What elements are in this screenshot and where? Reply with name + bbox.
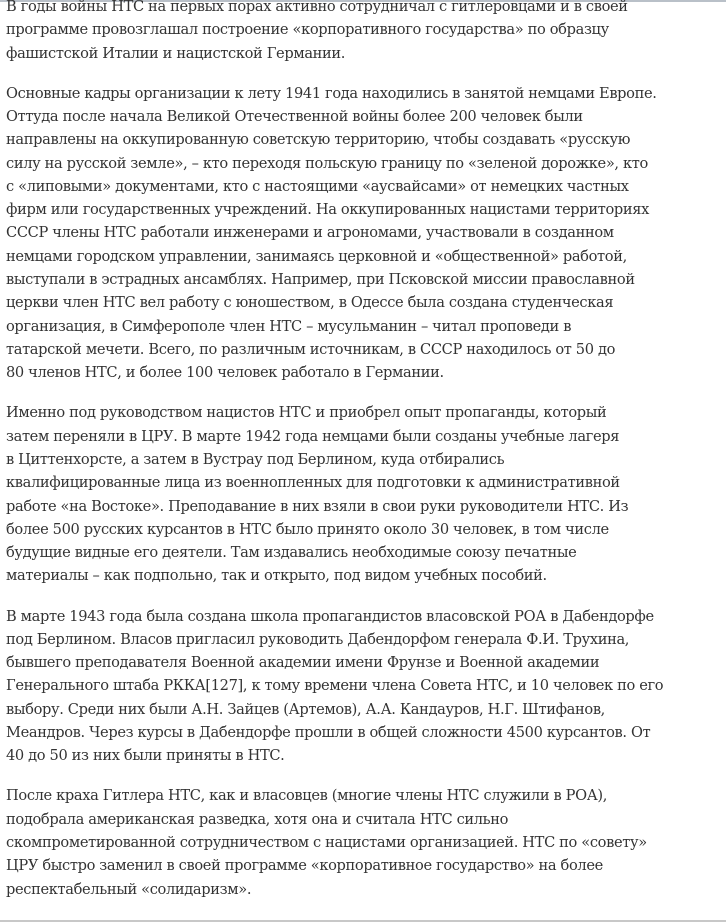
text-line: Основные кадры организации к лету 1941 года находились в занятой немцами Европе. — [6, 84, 657, 102]
text-line: СССР члены НТС работали инженерами и агрономами, участвовали в созданном — [6, 224, 614, 242]
text-line: фирм или государственных учреждений. На оккупированных нацистами территориях — [6, 201, 650, 219]
text-line: фашистской Италии и нацистской Германии. — [6, 44, 346, 62]
text-line: материалы – как подпольно, так и открыто, под видом учебных пособий. — [6, 567, 547, 585]
text-line: затем переняли в ЦРУ. В марте 1942 года немцами были созданы учебные лагеря — [6, 427, 620, 445]
text-line: направлены на оккупированную советскую территорию, чтобы создавать «русскую — [6, 131, 631, 149]
text-line: После краха Гитлера НТС, как и власовцев (многие члены НТС служили в РОА), — [6, 787, 608, 805]
text-line: Оттуда после начала Великой Отечественной войны более 200 человек были — [6, 107, 583, 125]
text-line: В годы войны НТС на первых порах активно сотрудничал с гитлеровцами и в своей — [6, 0, 628, 15]
text-line: ЦРУ быстро заменил в своей программе «корпоративное государство» на более — [6, 857, 603, 875]
text-line: 80 членов НТС, и более 100 человек работало в Германии. — [6, 364, 444, 382]
paragraph-5 — [6, 784, 726, 900]
text-line: силу на русской земле», – кто переходя польскую границу по «зеленой дорожке», кто — [6, 154, 648, 172]
text-line: организация, в Симферополе член НТС – мусульманин – читал проповеди в — [6, 317, 572, 335]
text-line: немцами городском управлении, занимаясь церковной и «общественной» работой, — [6, 247, 627, 265]
text-line: выступали в эстрадных ансамблях. Например, при Псковской миссии православной — [6, 271, 635, 289]
text-line: церкви член НТС вел работу с юношеством, в Одессе была создана студенческая — [6, 294, 614, 312]
text-line: Меандров. Через курсы в Дабендорфе прошли в общей сложности 4500 курсантов. От — [6, 724, 651, 741]
text-line: татарской мечети. Всего, по различным источникам, в СССР находилось от 50 до — [6, 340, 616, 358]
text-line: В марте 1943 года была создана школа пропагандистов власовской РОА в Дабендорфе — [6, 607, 654, 625]
text-line: с «липовыми» документами, кто с настоящими «аусвайсами» от немецких частных — [6, 177, 629, 195]
text-line: 40 до 50 из них были приняты в НТС. — [6, 747, 285, 765]
paragraph-2 — [6, 82, 726, 385]
text-line: будущие видные его деятели. Там издавались необходимые союзу печатные — [6, 544, 577, 562]
paragraph-1 — [6, 0, 726, 65]
text-line: под Берлином. Власов пригласил руководить Дабендорфом генерала Ф.И. Трухина, — [6, 630, 630, 648]
article-body — [6, 0, 726, 918]
text-line: более 500 русских курсантов в НТС было принято около 30 человек, в том числе — [6, 520, 609, 538]
paragraph-3 — [6, 401, 726, 587]
text-line: квалифицированные лица из военнопленных для подготовки к административной — [6, 474, 620, 492]
text-line: выбору. Среди них были А.Н. Зайцев (Артемов), А.А. Кандауров, Н.Г. Штифанов, — [6, 700, 605, 718]
paragraph-4 — [6, 605, 726, 768]
text-line: программе провозглашал построение «корпоративного государства» по образцу — [6, 21, 609, 39]
text-line: Генерального штаба РККА[127], к тому времени члена Совета НТС, и 10 человек по его — [6, 677, 664, 695]
text-line: Именно под руководством нацистов НТС и приобрел опыт пропаганды, который — [6, 404, 607, 422]
text-line: подобрала американская разведка, хотя она и считала НТС сильно — [6, 810, 509, 828]
text-line: респектабельный «солидаризм». — [6, 880, 252, 898]
text-line: скомпрометированной сотрудничеством с нацистами организацией. НТС по «совету» — [6, 833, 647, 851]
text-line: работе «на Востоке». Преподавание в них взяли в свои руки руководители НТС. Из — [6, 497, 629, 515]
text-line: в Циттенхорсте, а затем в Вустрау под Берлином, куда отбирались — [6, 450, 505, 468]
text-line: бывшего преподавателя Военной академии имени Фрунзе и Военной академии — [6, 654, 600, 672]
